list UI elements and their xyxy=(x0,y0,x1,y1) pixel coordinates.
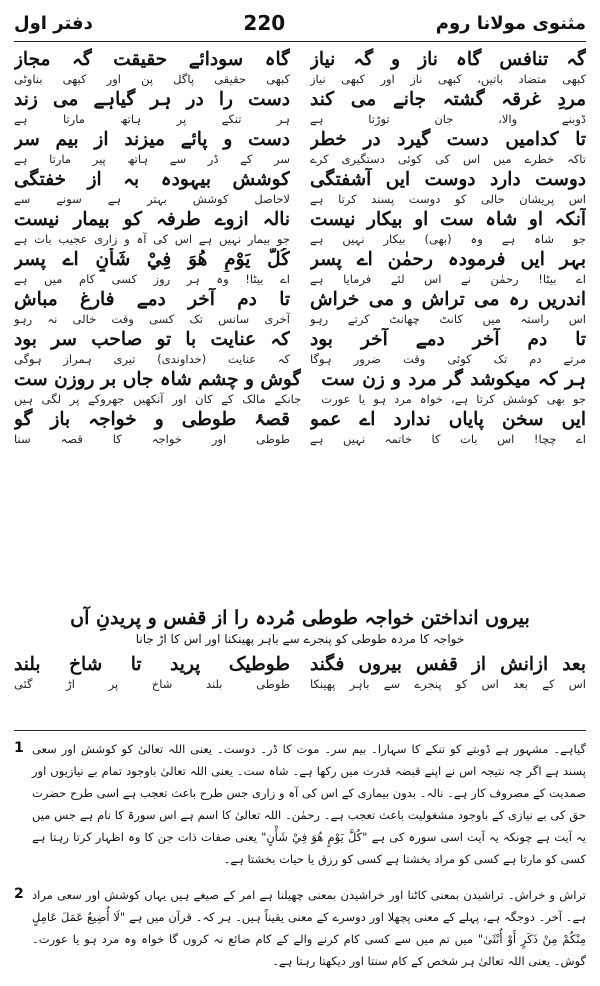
verse-translation: تاکہ خطرے میں اس کی کوئی دستگیری کرے xyxy=(310,152,586,166)
verse-text: نالہ ازوے طرفہ کو بیمار نیست xyxy=(14,209,290,230)
right-hemistich xyxy=(321,368,586,407)
footnote-text: تراش و خراش۔ تراشیدن بمعنی کاٹنا اور خراشیدن بمعنی چھیلنا ہے امر کے صیغے ہیں یہاں کوشش اور سعی مراد ہے۔ آخر۔ دوجگہ ہے، پہلے کے معنی پچھلا اور دوسرے کے معنی یقیناً ہیں۔ ہر کہ۔ قرآن میں ہے "لَا أُضِيعُ عَمَلَ عَامِلٍ مِنْكُمْ مِنْ ذَكَرٍ أَوْ أُنْثَىٰ" میں تم میں سے کسی کام کرنے والے کے کام ضائع نہ کروں گا خواہ وہ مرد ہو یا عورت۔ گوش۔ یعنی اللہ تعالیٰ ہر شخص کے کام سنتا اور دیکھتا رہتا ہے۔ xyxy=(32,888,586,968)
verse-translation: اے بیٹا! رحمٰن نے اس لئے فرمایا ہے xyxy=(310,272,586,286)
left-hemistich xyxy=(14,208,290,247)
verse-translation: اس راستہ میں کانٹ چھانٹ کرتے رہو xyxy=(310,312,586,326)
footnote xyxy=(14,738,586,870)
couplet xyxy=(14,248,586,287)
verse-translation: اس کے بعد اس کو پنجرے سے باہر پھینکا xyxy=(310,677,586,691)
couplet xyxy=(14,128,586,167)
page-header xyxy=(14,6,586,40)
verse-text: طوطیک پرید تا شاخ بلند xyxy=(14,654,290,675)
couplet xyxy=(14,88,586,127)
page-number: 220 xyxy=(243,11,286,35)
verse-translation: جانکے مالک کے کان اور آنکھیں جھروکے پر لگی ہیں xyxy=(14,392,302,406)
verse-text: تا دم آخر دمے فارغ مباش xyxy=(14,289,290,310)
verse-translation: طوطی اور خواجہ کا قصہ سنا xyxy=(14,432,290,446)
poem-body xyxy=(14,48,586,603)
verse-text: تا دم آخر دمے آخر بود xyxy=(310,329,586,350)
right-hemistich xyxy=(310,208,586,247)
verse-text: بہر ایں فرمودہ رحمٰن اے پسر xyxy=(310,249,586,270)
verse-text: مردِ غرقہ گشتہ جانے می کند xyxy=(310,89,586,110)
couplet xyxy=(14,288,586,327)
footnotes xyxy=(14,738,586,986)
footnote-text: گیاہے۔ مشہور ہے ڈوبتے کو تنکے کا سہارا۔ بیم سر۔ موت کا ڈر۔ دوست۔ یعنی اللہ تعالیٰ کو کوشش اور سعی پسند ہے اگر چہ نتیجہ اس نے اپنے قبضہ قدرت میں رکھا ہے۔ شاہ ست۔ یعنی اللہ تعالیٰ باوجود تمام بے نیازیوں اور صمدیت کے مصروف کار ہے۔ نالہ۔ بدون بیماری کے اس کی آہ و زاری جس طرح باعث تعجب ہے اسی طرح حضرت حق کی بے نیازی کے باوجود مشغولیت باعث تعجب ہے۔ رحمٰن۔ اللہ تعالیٰ کا اسم ہے اس سورۃ کا نام ہے جس میں یہ آیت ہے چونکہ یہ آیت اسی سورہ کی ہے "كُلَّ يَوْمٍ هُوَ فِيْ شَأْنٍ" یعنی صفات ذات جن کا وہ اظہار کرتا رہتا ہے کسی کو مارتا ہے کسی کو مراد بخشتا ہے کسی کو رزق یا حیات بخشتا ہے۔ xyxy=(32,742,586,866)
verse-translation: کہ عنایت (خداوندی) تیری ہمراز ہوگی xyxy=(14,352,290,366)
verse-text: دوست دارد دوست ایں آشفتگی xyxy=(310,169,586,190)
header-book-title: مثنوی مولانا روم xyxy=(435,12,586,34)
verse-translation: سر کے ڈر سے ہاتھ پیر مارتا ہے xyxy=(14,152,290,166)
footnote-number: 1 xyxy=(14,740,24,756)
verse-translation: کبھی متضاد باتیں، کبھی ناز اور کبھی نیاز xyxy=(310,72,586,86)
couplet xyxy=(14,408,586,447)
verse-text: گوش و چشم شاہ جاں بر روزن ست xyxy=(14,369,302,390)
section xyxy=(14,605,586,693)
verse-text: کوشش بیہودہ بہ از خفتگی xyxy=(14,169,290,190)
section-title: بیروں انداختن خواجہ طوطی مُردہ را از قفس و پریدنِ آں xyxy=(70,607,530,629)
verse-text: گہ تنافس گاہ ناز و گہ نیاز xyxy=(310,49,586,70)
couplet xyxy=(14,653,586,692)
verse-text: قصۂ طوطی و خواجہ باز گو xyxy=(14,409,290,430)
verse-text: کہ عنایت با تو صاحب سر بود xyxy=(14,329,290,350)
verse-translation: کبھی حقیقی پاگل پن اور کبھی بناوٹی xyxy=(14,72,290,86)
right-hemistich xyxy=(310,408,586,447)
footnote-number: 2 xyxy=(14,886,24,902)
right-hemistich xyxy=(310,653,586,692)
section-gloss: خواجہ کا مردہ طوطی کو پنجرے سے باہر پھینکنا اور اس کا اڑ جانا xyxy=(135,632,465,646)
left-hemistich xyxy=(14,328,290,367)
verse-translation: آخری سانس تک کسی وقت خالی نہ رہو xyxy=(14,312,290,326)
right-hemistich xyxy=(310,328,586,367)
verse-translation: مرتے دم تک کوئی وقت ضرور ہوگا xyxy=(310,352,586,366)
right-hemistich xyxy=(310,48,586,87)
left-hemistich xyxy=(14,48,290,87)
verse-text: گاہ سودائے حقیقت گہ مجاز xyxy=(14,49,290,70)
left-hemistich xyxy=(14,248,290,287)
header-rule xyxy=(14,41,586,42)
couplet xyxy=(14,48,586,87)
verse-text: ہر کہ میکوشد گر مرد و زن ست xyxy=(321,369,586,390)
right-hemistich xyxy=(310,128,586,167)
left-hemistich xyxy=(14,408,290,447)
verse-text: دست را در ہر گیاہے می زند xyxy=(14,89,290,110)
footnote xyxy=(14,884,586,972)
left-hemistich xyxy=(14,368,301,407)
verse-translation: جو بیمار نہیں ہے اس کی آہ و زاری عجیب بات ہے xyxy=(14,232,290,246)
footnote-rule xyxy=(14,730,586,731)
verse-translation: لاحاصل کوشش بہتر ہے سونے سے xyxy=(14,192,290,206)
left-hemistich xyxy=(14,168,290,207)
header-volume: دفتر اول xyxy=(14,12,93,34)
verse-text: بعد ازانش از قفس بیروں فگند xyxy=(310,654,586,675)
verse-translation: جو شاہ ہے وہ (بھی) بیکار نہیں ہے xyxy=(310,232,586,246)
verse-text: ایں سخن پایاں ندارد اے عمو xyxy=(310,409,586,430)
verse-translation: اے چچا! اس بات کا خاتمہ نہیں ہے xyxy=(310,432,586,446)
right-hemistich xyxy=(310,248,586,287)
verse-text: تا کدامیں دست گیرد در خطر xyxy=(310,129,586,150)
right-hemistich xyxy=(310,168,586,207)
right-hemistich xyxy=(310,288,586,327)
left-hemistich xyxy=(14,288,290,327)
verse-text: دست و پائے میزند از بیم سر xyxy=(14,129,290,150)
couplet xyxy=(14,168,586,207)
left-hemistich xyxy=(14,88,290,127)
verse-text: آنکہ او شاہ ست او بیکار نیست xyxy=(310,209,586,230)
verse-translation: ہر تنکے پر ہاتھ مارتا ہے xyxy=(14,112,290,126)
verse-text: اندریں رہ می تراش و می خراش xyxy=(310,289,586,310)
verse-translation: اے بیٹا! وہ ہر روز کسی کام میں ہے xyxy=(14,272,290,286)
left-hemistich xyxy=(14,653,290,692)
verse-translation: ڈوبنے والا، جان توڑتا ہے xyxy=(310,112,586,126)
couplet xyxy=(14,208,586,247)
verse-translation: طوطی بلند شاخ پر اڑ گئی xyxy=(14,677,290,691)
left-hemistich xyxy=(14,128,290,167)
verse-translation: جو بھی کوشش کرتا ہے، خواہ مرد ہو یا عورت xyxy=(321,392,586,406)
verse-translation: اس پریشان حالی کو دوست پسند کرتا ہے xyxy=(310,192,586,206)
couplet xyxy=(14,368,586,407)
couplet xyxy=(14,328,586,367)
verse-text: كُلَّ يَوْمٍ هُوَ فِيْ شَأْنٍ اے پسر xyxy=(14,249,290,270)
right-hemistich xyxy=(310,88,586,127)
